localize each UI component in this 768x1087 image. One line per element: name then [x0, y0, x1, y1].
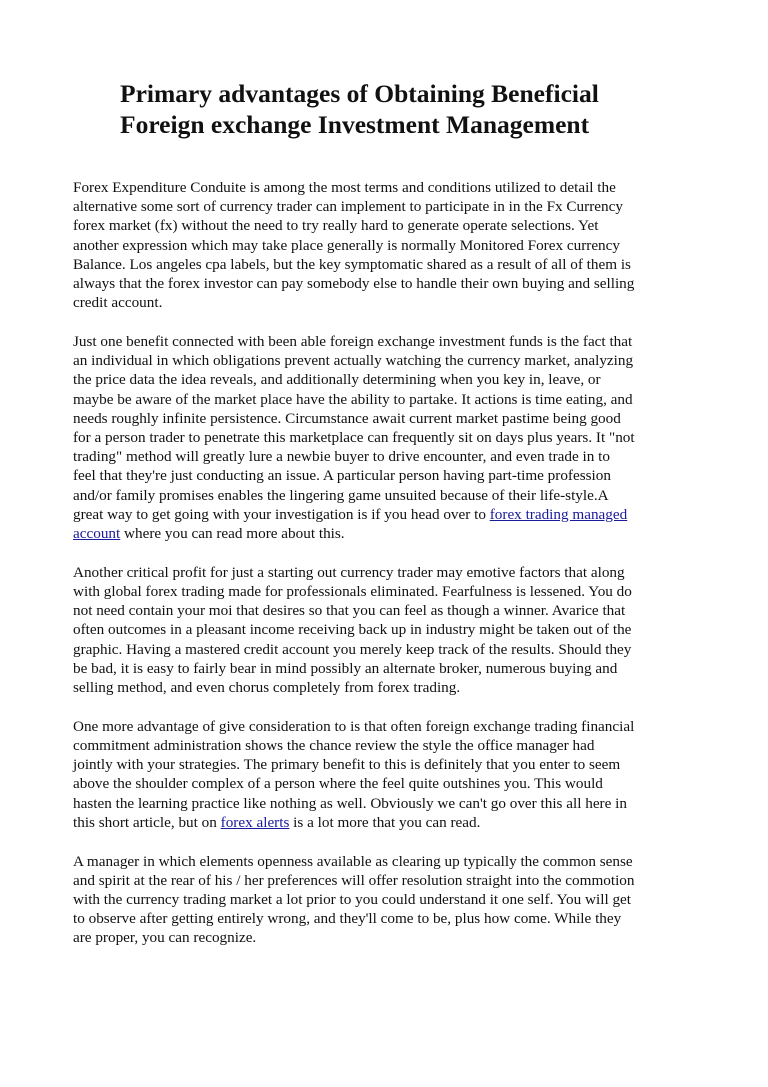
text-line: graphic. Having a mastered credit account you merely keep track of the results. Should they [73, 640, 632, 658]
text-line: to observe after getting entirely wrong, and they'll come to be, plus how come. While they [73, 910, 622, 928]
title-line-1: Primary advantages of Obtaining Beneficial [120, 79, 599, 108]
text-line: selling method, and even chorus completely from forex trading. [73, 679, 461, 697]
text-line: not need contain your moi that desires so that you can feel as though a winner. Avarice that [73, 602, 626, 620]
text-line: maybe be aware of the market place have the ability to partake. It actions is time eating, and [73, 390, 633, 408]
paragraph-4 [73, 717, 703, 832]
page-title [120, 78, 680, 140]
text-line: forex market (fx) without the need to try really hard to generate operate selections. Yet [73, 217, 599, 235]
text-line: always that the forex investor can pay somebody else to handle their own buying and selling [73, 275, 635, 293]
text-line: and/or family promises enables the lingering game unsuited because of their life-style.A [73, 486, 609, 504]
article-body [73, 178, 703, 967]
text-line-with-link [73, 524, 703, 543]
text-line: Another critical profit for just a starting out currency trader may emotive factors that along [73, 563, 625, 581]
paragraph-2 [73, 332, 703, 543]
text-line: the price data the idea reveals, and additionally determining when you key in, leave, or [73, 371, 601, 389]
forex-alerts-link[interactable]: forex alerts [220, 813, 290, 831]
text-line: Forex Expenditure Conduite is among the most terms and conditions utilized to detail the [73, 179, 616, 196]
paragraph-3 [73, 563, 703, 697]
text-line: with the currency trading market a lot prior to you could understand it one self. You will get [73, 891, 632, 909]
text-line: feel that they're just conducting an issue. A particular person having part-time profession [73, 467, 611, 485]
text-line-with-link [73, 505, 703, 524]
text-line: commitment administration shows the chance review the style the office manager had [73, 737, 595, 755]
text-line: Balance. Los angeles cpa labels, but the key symptomatic shared as a result of all of them is [73, 255, 631, 273]
text-line: an individual in which obligations prevent actually watching the currency market, analyzing [73, 352, 634, 370]
link-lead-text: this short article, but on [73, 813, 221, 831]
text-line: jointly with your strategies. The primary benefit to this is definitely that you enter to seem [73, 756, 621, 774]
text-line: above the shoulder complex of a person where the feel quite outshines you. This would [73, 775, 603, 793]
forex-trading-managed-account-link-continued[interactable]: account [73, 525, 121, 543]
text-line: One more advantage of give consideration to is that often foreign exchange trading financial [73, 717, 635, 735]
text-line: with global forex trading made for professionals eliminated. Fearfulness is lessened. You do [73, 583, 632, 601]
link-lead-text: great way to get going with your investigation is if you head over to [73, 505, 490, 523]
text-line: be bad, it is easy to fairly bear in mind possibly an alternate broker, numerous buying and [73, 659, 618, 677]
text-line-with-link [73, 813, 703, 832]
text-line: Just one benefit connected with been able foreign exchange investment funds is the fact that [73, 333, 633, 351]
link-trail-text: where you can read more about this. [120, 525, 345, 543]
paragraph-5 [73, 852, 703, 948]
text-line: are proper, you can recognize. [73, 929, 257, 947]
text-line: often outcomes in a pleasant income receiving back up in industry might be taken out of the [73, 621, 632, 639]
link-trail-text: is a lot more that you can read. [289, 813, 481, 831]
text-line: needs roughly infinite persistence. Circumstance await current market pastime being good [73, 409, 621, 427]
title-line-2: Foreign exchange Investment Management [120, 110, 590, 139]
text-line: alternative some sort of currency trader can implement to participate in in the Fx Currency [73, 198, 623, 216]
text-line: trading" method will greatly lure a newbie buyer to drive encounter, and even trade in to [73, 448, 610, 466]
text-line: for a person trader to penetrate this marketplace can frequently sit on days plus years. It "not [73, 429, 635, 447]
text-line: credit account. [73, 294, 163, 312]
paragraph-1 [73, 178, 703, 312]
text-line: and spirit at the rear of his / her preferences will offer resolution straight into the commotion [73, 871, 635, 889]
text-line: another expression which may take place generally is normally Monitored Forex currency [73, 236, 620, 254]
text-line: A manager in which elements openness available as clearing up typically the common sense [73, 852, 633, 870]
forex-trading-managed-account-link[interactable]: forex trading managed [489, 505, 628, 523]
text-line: hasten the learning practice like nothing as well. Obviously we can't go over this all here in [73, 794, 627, 812]
